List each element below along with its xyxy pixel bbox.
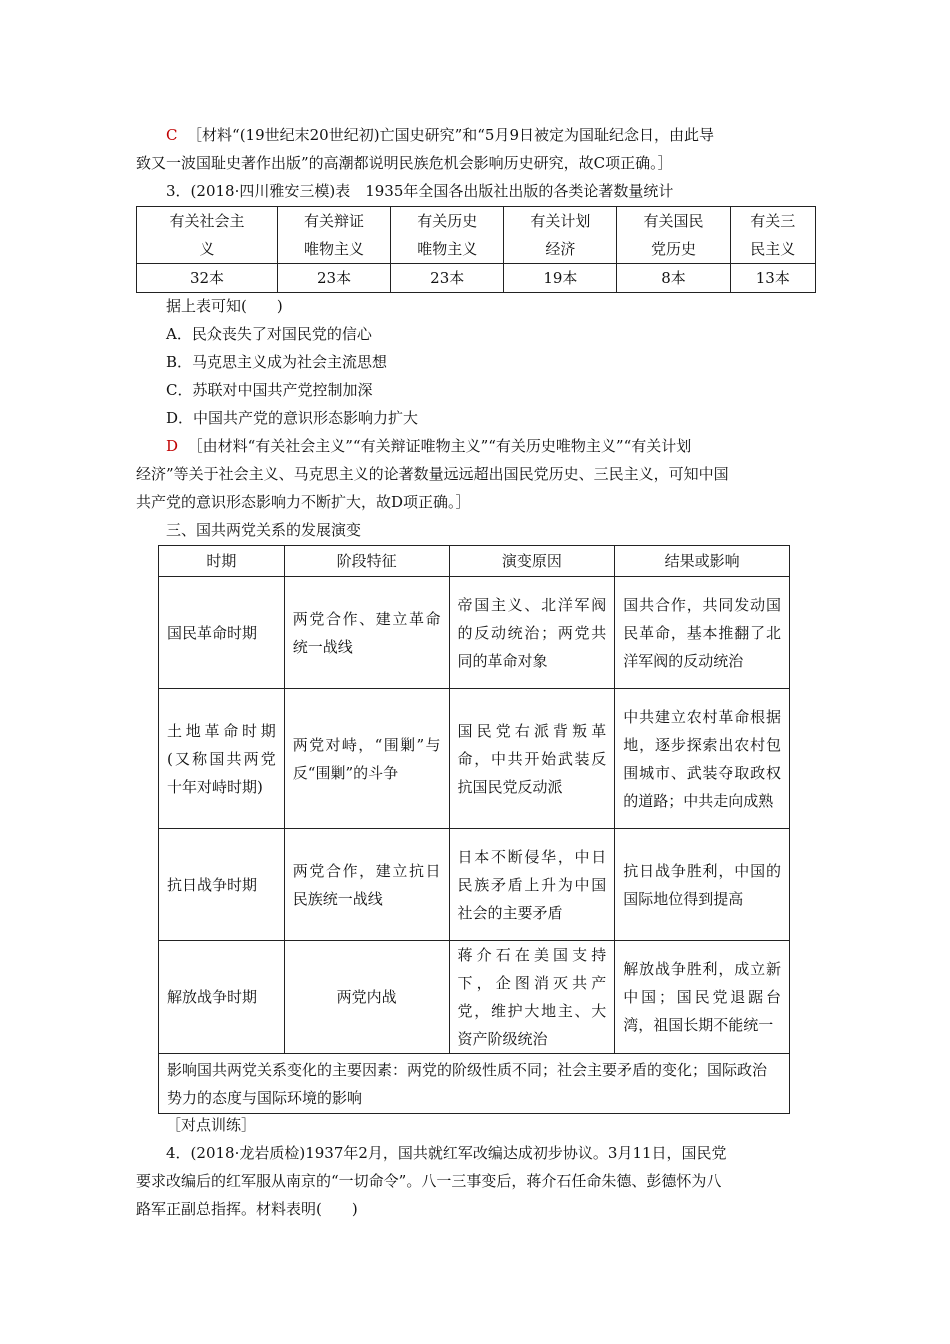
result-cell: 抗日战争胜利，中国的国际地位得到提高 [615,829,790,941]
q3-prompt: 据上表可知( ) [166,297,283,315]
result-cell: 解放战争胜利，成立新中国；国民党退踞台湾，祖国长期不能统一 [615,941,790,1054]
q3-header-cell: 有关历史 唯物主义 [391,207,504,264]
q3-value-cell: 32本 [137,264,278,293]
q3-table [136,206,816,293]
result-cell: 中共建立农村革命根据地，逐步探索出农村包围城市、武装夺取政权的道路；中共走向成熟 [615,689,790,829]
q2-answer-line-1 [166,121,846,149]
answer-letter: C [166,126,178,144]
q3-value-cell: 23本 [277,264,390,293]
feature-cell: 两党对峙，“围剿”与反“围剿”的斗争 [284,689,449,829]
q3-answer-text-1: ［由材料“有关社会主义”“有关辩证唯物主义”“有关历史唯物主义”“有关计划 [187,437,692,455]
section-3-title: 三、国共两党关系的发展演变 [166,521,362,539]
period-cell: 土地革命时期(又称国共两党十年对峙时期) [159,689,285,829]
q3-option-a: A．民众丧失了对国民党的信心 [166,325,372,343]
q3-header-cell: 有关三 民主义 [730,207,815,264]
header-period: 时期 [159,546,285,577]
q3-header-cell: 有关社会主 义 [137,207,278,264]
q3-option-d: D．中国共产党的意识形态影响力扩大 [166,409,419,427]
q3-answer-line-1 [166,432,846,460]
answer-letter: D [166,437,179,455]
q3-stem: 3．(2018·四川雅安三模)表 1935年全国各出版社出版的各类论著数量统计 [166,182,674,200]
q3-value-cell: 13本 [730,264,815,293]
cause-cell: 国民党右派背叛革命，中共开始武装反抗国民党反动派 [449,689,615,829]
q3-header-cell: 有关计划 经济 [504,207,617,264]
practice-label: ［对点训练］ [166,1116,257,1134]
q3-header-cell: 有关辩证 唯物主义 [277,207,390,264]
summary-cell: 影响国共两党关系变化的主要因素：两党的阶级性质不同；社会主要矛盾的变化；国际政治势力的态度与国际环境的影响 [159,1054,790,1114]
header-feature: 阶段特征 [284,546,449,577]
feature-cell: 两党合作、建立革命统一战线 [284,577,449,689]
q4-line-1: 4．(2018·龙岩质检)1937年2月，国共就红军改编达成初步协议。3月11日，国民党 [166,1144,727,1162]
cause-cell: 帝国主义、北洋军阀的反动统治；两党共同的革命对象 [449,577,615,689]
q3-answer-text-2: 经济”等关于社会主义、马克思主义的论著数量远远超出国民党历史、三民主义，可知中国 [136,465,729,483]
header-cause: 演变原因 [449,546,615,577]
header-result: 结果或影响 [615,546,790,577]
q3-answer-text-3: 共产党的意识形态影响力不断扩大，故D项正确。］ [136,493,471,511]
q3-value-cell: 19本 [504,264,617,293]
feature-cell: 两党合作，建立抗日民族统一战线 [284,829,449,941]
q2-answer-text-1: ［材料“(19世纪末20世纪初)亡国史研究”和“5月9日被定为国耻纪念日，由此导 [187,126,715,144]
q3-header-cell: 有关国民 党历史 [617,207,730,264]
cause-cell: 日本不断侵华，中日民族矛盾上升为中国社会的主要矛盾 [449,829,615,941]
result-cell: 国共合作，共同发动国民革命，基本推翻了北洋军阀的反动统治 [615,577,790,689]
q2-answer-text-2: 致又一波国耻史著作出版”的高潮都说明民族危机会影响历史研究，故C项正确。］ [136,154,673,172]
cause-cell: 蒋介石在美国支持下，企图消灭共产党，维护大地主、大资产阶级统治 [449,941,615,1054]
q4-line-2: 要求改编后的红军服从南京的“一切命令”。八一三事变后，蒋介石任命朱德、彭德怀为八 [136,1172,722,1190]
period-cell: 抗日战争时期 [159,829,285,941]
q3-value-cell: 8本 [617,264,730,293]
q4-line-3: 路军正副总指挥。材料表明( ) [136,1200,358,1218]
feature-cell: 两党内战 [284,941,449,1054]
q3-option-c: C．苏联对中国共产党控制加深 [166,381,373,399]
period-cell: 国民革命时期 [159,577,285,689]
q3-option-b: B．马克思主义成为社会主流思想 [166,353,388,371]
period-cell: 解放战争时期 [159,941,285,1054]
party-relations-table [158,545,790,1114]
q3-value-cell: 23本 [391,264,504,293]
